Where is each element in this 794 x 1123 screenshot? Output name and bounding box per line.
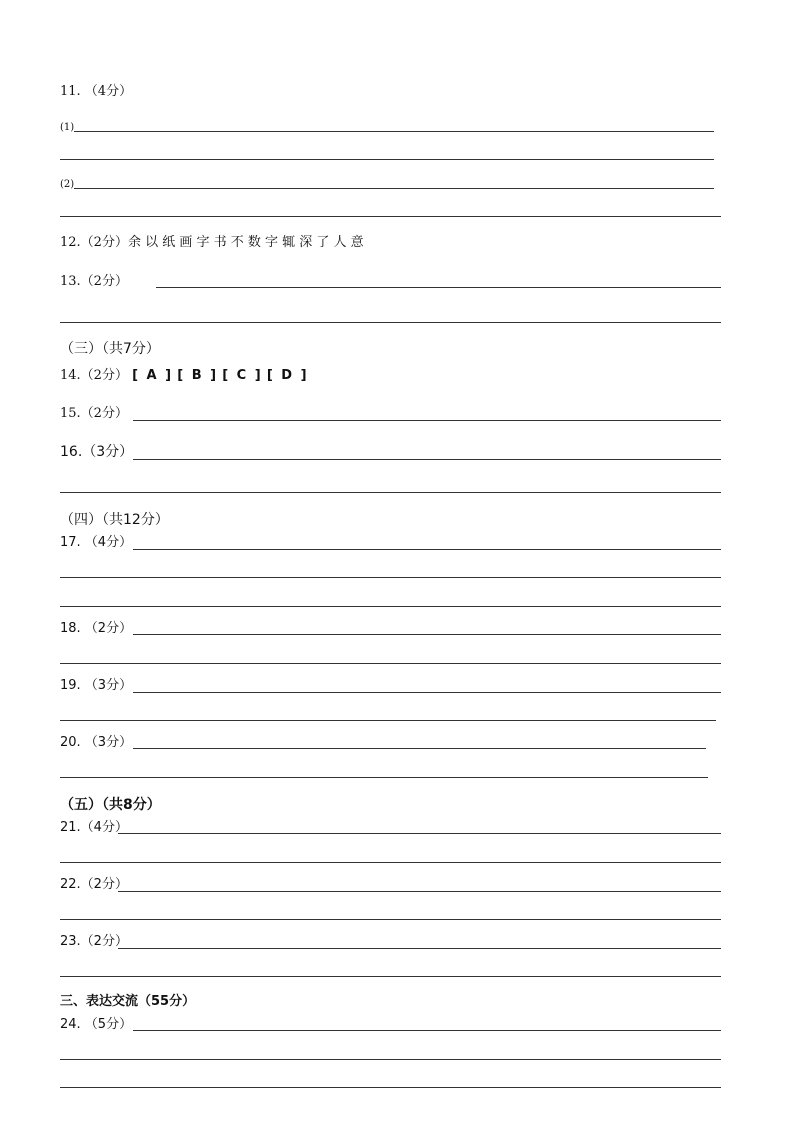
q22-answer-line-1[interactable] xyxy=(118,891,721,892)
q11-answer-line-1[interactable] xyxy=(74,131,714,132)
q19-label: 19. （3分） xyxy=(60,678,133,693)
q14-option-c[interactable]: [ C ] xyxy=(222,368,263,383)
q23-answer-line-1[interactable] xyxy=(118,948,721,949)
q22-label: 22.（2分） xyxy=(60,877,128,892)
q18-answer-line-1[interactable] xyxy=(133,634,721,635)
q23-label: 23.（2分） xyxy=(60,934,128,949)
q13-answer-line-2[interactable] xyxy=(60,322,721,323)
q17-answer-line-1[interactable] xyxy=(133,549,721,550)
q16-answer-line-1[interactable] xyxy=(133,459,721,460)
q15-answer-line-1[interactable] xyxy=(133,420,721,421)
q14-label: 14.（2分） xyxy=(60,368,128,383)
q19-answer-line-2[interactable] xyxy=(60,720,716,721)
q12-answer-text: 余 以 纸 画 字 书 不 数 字 辄 深 了 人 意 xyxy=(127,235,364,250)
q14-option-b[interactable]: [ B ] xyxy=(177,368,219,383)
section4-title: （四）（共12分） xyxy=(60,512,169,528)
q24-answer-line-3[interactable] xyxy=(60,1087,721,1088)
q14-option-d[interactable]: [ D ] xyxy=(266,368,309,383)
q24-answer-line-2[interactable] xyxy=(60,1059,721,1060)
q14-row xyxy=(60,368,309,384)
q24-answer-line-1[interactable] xyxy=(133,1030,721,1031)
part3-title: 三、表达交流（55分） xyxy=(60,994,196,1009)
q20-answer-line-1[interactable] xyxy=(133,748,706,749)
q11-answer-line-4[interactable] xyxy=(60,216,721,217)
q21-label: 21.（4分） xyxy=(60,820,128,835)
q11-sub1-label: (1) xyxy=(60,122,75,133)
q12-label: 12.（2分） xyxy=(60,235,128,250)
section3-title: （三）（共7分） xyxy=(60,341,160,357)
q11-answer-line-2[interactable] xyxy=(60,159,714,160)
q11-sub2-label: (2) xyxy=(60,179,75,190)
q21-answer-line-1[interactable] xyxy=(118,833,721,834)
q24-label: 24. （5分） xyxy=(60,1017,133,1032)
q17-label: 17. （4分） xyxy=(60,535,133,550)
q21-answer-line-2[interactable] xyxy=(60,862,721,863)
section5-title: （五）（共8分） xyxy=(60,797,161,813)
q16-label: 16.（3分） xyxy=(60,444,134,460)
q20-answer-line-2[interactable] xyxy=(60,777,708,778)
q20-label: 20. （3分） xyxy=(60,735,133,750)
q18-answer-line-2[interactable] xyxy=(60,663,721,664)
q18-label: 18. （2分） xyxy=(60,621,133,636)
q14-option-a[interactable]: [ A ] xyxy=(132,368,174,383)
q15-label: 15.（2分） xyxy=(60,406,128,421)
q13-answer-line-1[interactable] xyxy=(156,287,721,288)
q11-label: 11. （4分） xyxy=(60,84,133,99)
q22-answer-line-2[interactable] xyxy=(60,919,721,920)
q16-answer-line-2[interactable] xyxy=(60,492,721,493)
q17-answer-line-2[interactable] xyxy=(60,577,721,578)
q12-row xyxy=(60,235,364,251)
q11-answer-line-3[interactable] xyxy=(74,188,714,189)
q23-answer-line-2[interactable] xyxy=(60,976,721,977)
q17-answer-line-3[interactable] xyxy=(60,606,721,607)
q13-label: 13.（2分） xyxy=(60,274,128,289)
q19-answer-line-1[interactable] xyxy=(133,692,721,693)
